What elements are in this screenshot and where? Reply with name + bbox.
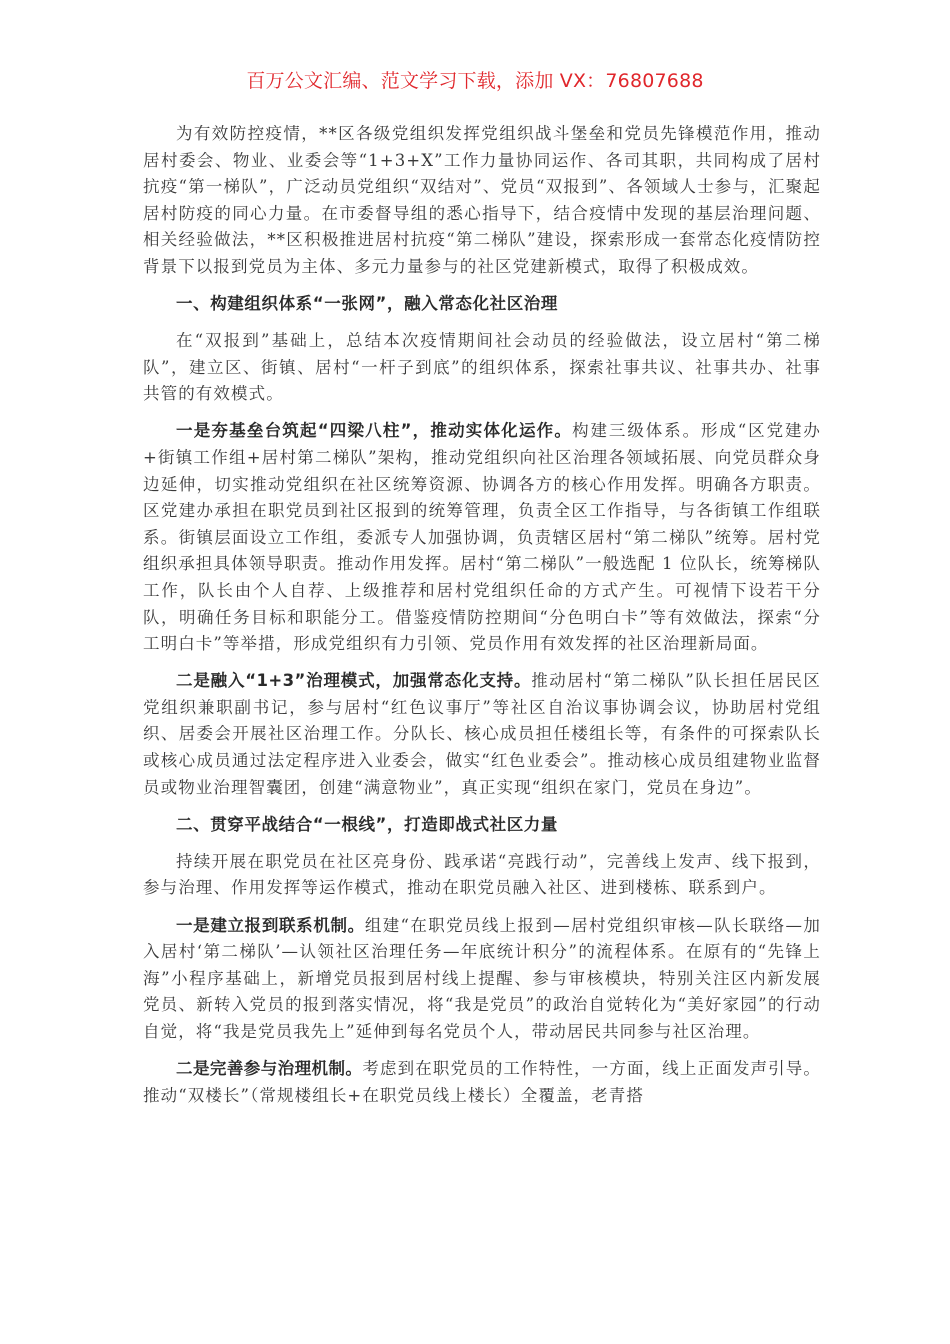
section-1-item-2 xyxy=(143,668,821,801)
watermark-header: 百万公文汇编、范文学习下载，添加 VX：76807688 xyxy=(246,70,704,92)
section-1-item-1 xyxy=(143,418,821,657)
section-1-intro: 在“双报到”基础上，总结本次疫情期间社会动员的经验做法，设立居村“第二梯队”，建立区、街镇、居村“一杆子到底”的组织体系，探索社事共议、社事共办、社事共管的有效模式。 xyxy=(143,331,821,404)
section-2-item-2-body: 考虑到在职党员的工作特性，一方面，线上正面发声引导。推动“双楼长”（常规楼组长+在职党员线上楼长）全覆盖，老青搭 xyxy=(143,1059,821,1105)
section-1-item-1-body: 构建三级体系。形成“区党建办+街镇工作组+居村第二梯队”架构，推动党组织向社区治理各领域拓展、向党员群众身边延伸，切实推动党组织在社区统筹资源、协调各方的核心作用发挥。明确各方职责。区党建办承担在职党员到社区报到的统筹管理，负责全区工作指导，与各街镇工作组联系。街镇层面设立工作组，委派专人加强协调，负责辖区居村“第二梯队”统筹。居村党组织承担具体领导职责。推动作用发挥。居村“第二梯队”一般选配 1 位队长，统筹梯队工作，队长由个人自荐、上级推荐和居村党组织任命的方式产生。可视情下设若干分队，明确任务目标和职能分工。借鉴疫情防控期间“分色明白卡”等有效做法，探索“分工明白卡”等举措，形成党组织有力引领、党员作用有效发挥的社区治理新局面。 xyxy=(143,421,821,654)
section-2-item-2 xyxy=(143,1056,821,1109)
section-2-item-1-lead: 一是建立报到联系机制。 xyxy=(176,915,365,935)
section-2-intro: 持续开展在职党员在社区亮身份、践承诺“亮践行动”，完善线上发声、线下报到，参与治理、作用发挥等运作模式，推动在职党员融入社区、进到楼栋、联系到户。 xyxy=(143,851,821,898)
section-1-heading: 一、构建组织体系“一张网”，融入常态化社区治理 xyxy=(176,294,558,314)
document-body xyxy=(143,121,821,1109)
section-2-item-2-lead: 二是完善参与治理机制。 xyxy=(176,1059,363,1078)
section-2-item-1-body: 组建“在职党员线上报到—居村党组织审核—队长联络—加入居村‘第二梯队’—认领社区治理任务—年底统计积分”的流程体系。在原有的“先锋上海”小程序基础上，新增党员报到居村线上提醒、参与审核模块，特别关注区内新发展党员、新转入党员的报到落实情况，将“我是党员”的政治自觉转化为“美好家园”的行动自觉，将“我是党员我先上”延伸到每名党员个人，带动居民共同参与社区治理。 xyxy=(143,915,821,1041)
section-1-item-2-body: 推动居村“第二梯队”队长担任居民区党组织兼职副书记，参与居村“红色议事厅”等社区自治议事协调会议，协助居村党组织、居委会开展社区治理工作。分队长、核心成员担任楼组长等，有条件的可探索队长或核心成员通过法定程序进入业委会，做实“红色业委会”。推动核心成员组建物业监督员或物业治理智囊团，创建“满意物业”，真正实现“组织在家门，党员在身边”。 xyxy=(143,671,821,797)
section-1-item-2-lead: 二是融入“1+3”治理模式，加强常态化支持。 xyxy=(176,671,532,691)
section-2-heading: 二、贯穿平战结合“一根线”，打造即战式社区力量 xyxy=(176,814,558,834)
intro-paragraph: 为有效防控疫情，**区各级党组织发挥党组织战斗堡垒和党员先锋模范作用，推动居村委会、物业、业委会等“1+3+X”工作力量协同运作、各司其职，共同构成了居村抗疫“第一梯队”，广泛动员党组织“双结对”、党员“双报到”、各领域人士参与，汇聚起居村防疫的同心力量。在市委督导组的悉心指导下，结合疫情中发现的基层治理问题、相关经验做法，**区积极推进居村抗疫“第二梯队”建设，探索形成一套常态化疫情防控背景下以报到党员为主体、多元力量参与的社区党建新模式，取得了积极成效。 xyxy=(143,124,821,276)
section-1-item-1-lead: 一是夯基垒台筑起“四梁八柱”，推动实体化运作。 xyxy=(176,421,573,441)
section-2-item-1 xyxy=(143,913,821,1046)
